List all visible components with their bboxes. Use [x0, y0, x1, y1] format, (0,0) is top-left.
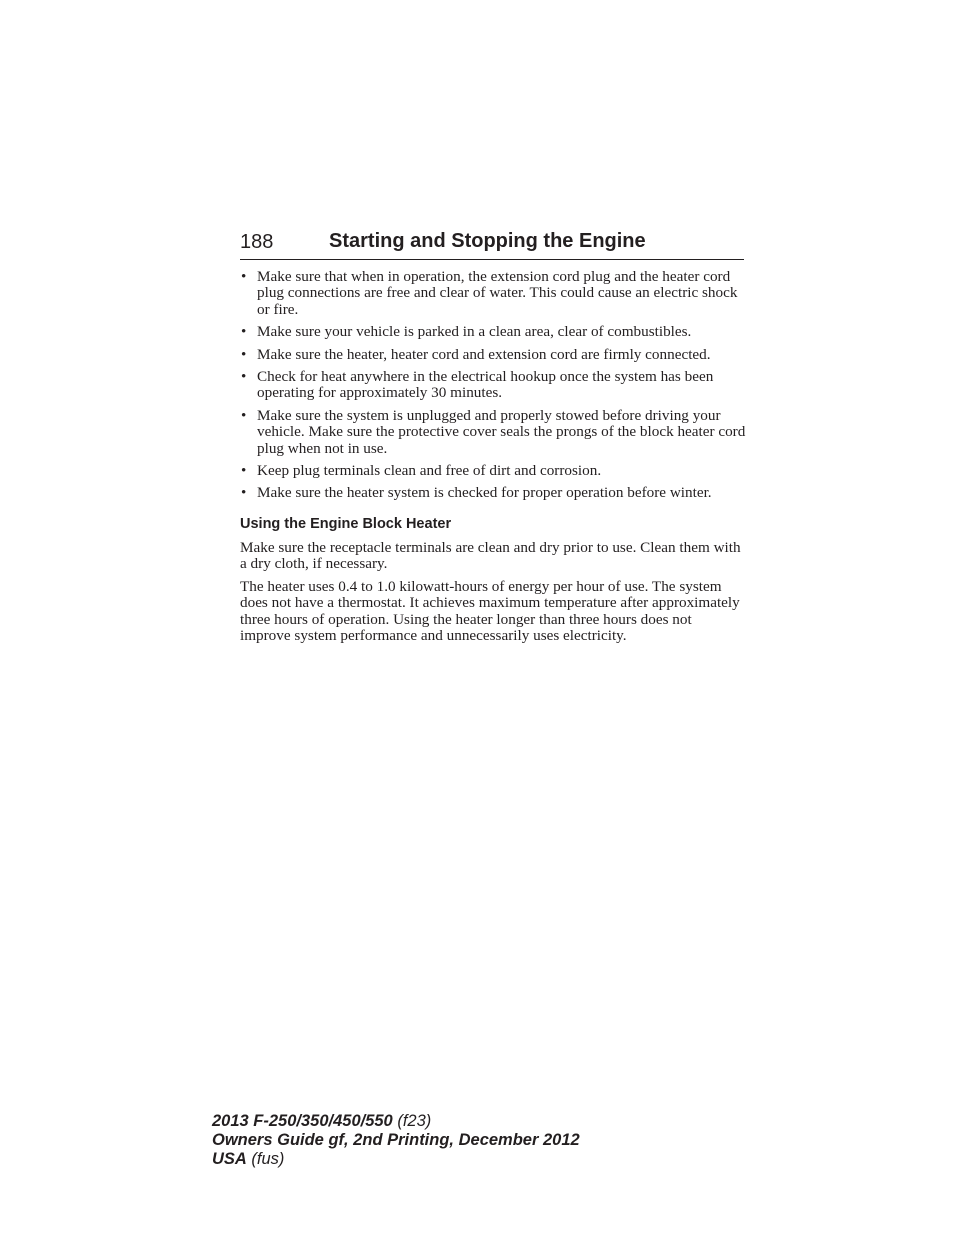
document-footer: [212, 1112, 712, 1169]
bullet-icon: •: [241, 406, 247, 424]
list-item-text: Keep plug terminals clean and free of dirt and corrosion.: [257, 462, 602, 480]
bullet-icon: •: [241, 462, 247, 480]
footer-model: 2013 F-250/350/450/550: [212, 1112, 393, 1130]
footer-line-region: [212, 1150, 712, 1169]
list-item-text: Make sure your vehicle is parked in a clean area, clear of combustibles.: [257, 323, 692, 341]
list-item: [240, 324, 746, 340]
paragraph: The heater uses 0.4 to 1.0 kilowatt-hours of energy per hour of use. The system does not have a thermostat. It achieves maximum temperature after approximately three hours of operation. Using the heater longer than three hours does not improve system performance and unnecessarily uses electricity.: [240, 577, 740, 644]
list-item: [240, 485, 746, 501]
bullet-icon: •: [241, 268, 247, 285]
precaution-list: [240, 269, 746, 502]
bullet-icon: •: [241, 484, 247, 502]
list-item-text: Make sure the system is unplugged and properly stowed before driving your vehicle. Make sure the protective cover seals the prongs of the block heater cord plug when not in use.: [257, 406, 746, 457]
footer-model-code: (f23): [392, 1112, 432, 1130]
list-item: [240, 269, 746, 318]
list-item-text: Make sure the heater, heater cord and extension cord are firmly connected.: [257, 345, 711, 363]
list-item: [240, 463, 746, 479]
page-header: [240, 228, 744, 260]
bullet-icon: •: [241, 323, 247, 341]
footer-region-code: (fus): [246, 1150, 285, 1168]
footer-region: USA: [212, 1150, 247, 1168]
list-item: [240, 408, 746, 457]
bullet-icon: •: [241, 345, 247, 363]
footer-printing: Owners Guide gf, 2nd Printing, December 2012: [212, 1131, 580, 1149]
list-item-text: Check for heat anywhere in the electrical hookup once the system has been operating for approximately 30 minutes.: [257, 368, 714, 402]
bullet-icon: •: [241, 368, 247, 386]
section-heading: Using the Engine Block Heater: [240, 515, 452, 532]
list-item-text: Make sure that when in operation, the extension cord plug and the heater cord plug connections are free and clear of water. This could cause an electric shock or fire.: [257, 268, 738, 318]
page-number: 188: [240, 231, 274, 253]
page-content: [240, 269, 746, 650]
footer-line-model: [212, 1112, 712, 1131]
footer-line-printing: [212, 1131, 712, 1150]
page-title: Starting and Stopping the Engine: [329, 230, 646, 252]
paragraph: Make sure the receptacle terminals are clean and dry prior to use. Clean them with a dry cloth, if necessary.: [240, 538, 741, 573]
list-item-text: Make sure the heater system is checked for proper operation before winter.: [257, 484, 712, 502]
list-item: [240, 347, 746, 363]
list-item: [240, 369, 746, 402]
